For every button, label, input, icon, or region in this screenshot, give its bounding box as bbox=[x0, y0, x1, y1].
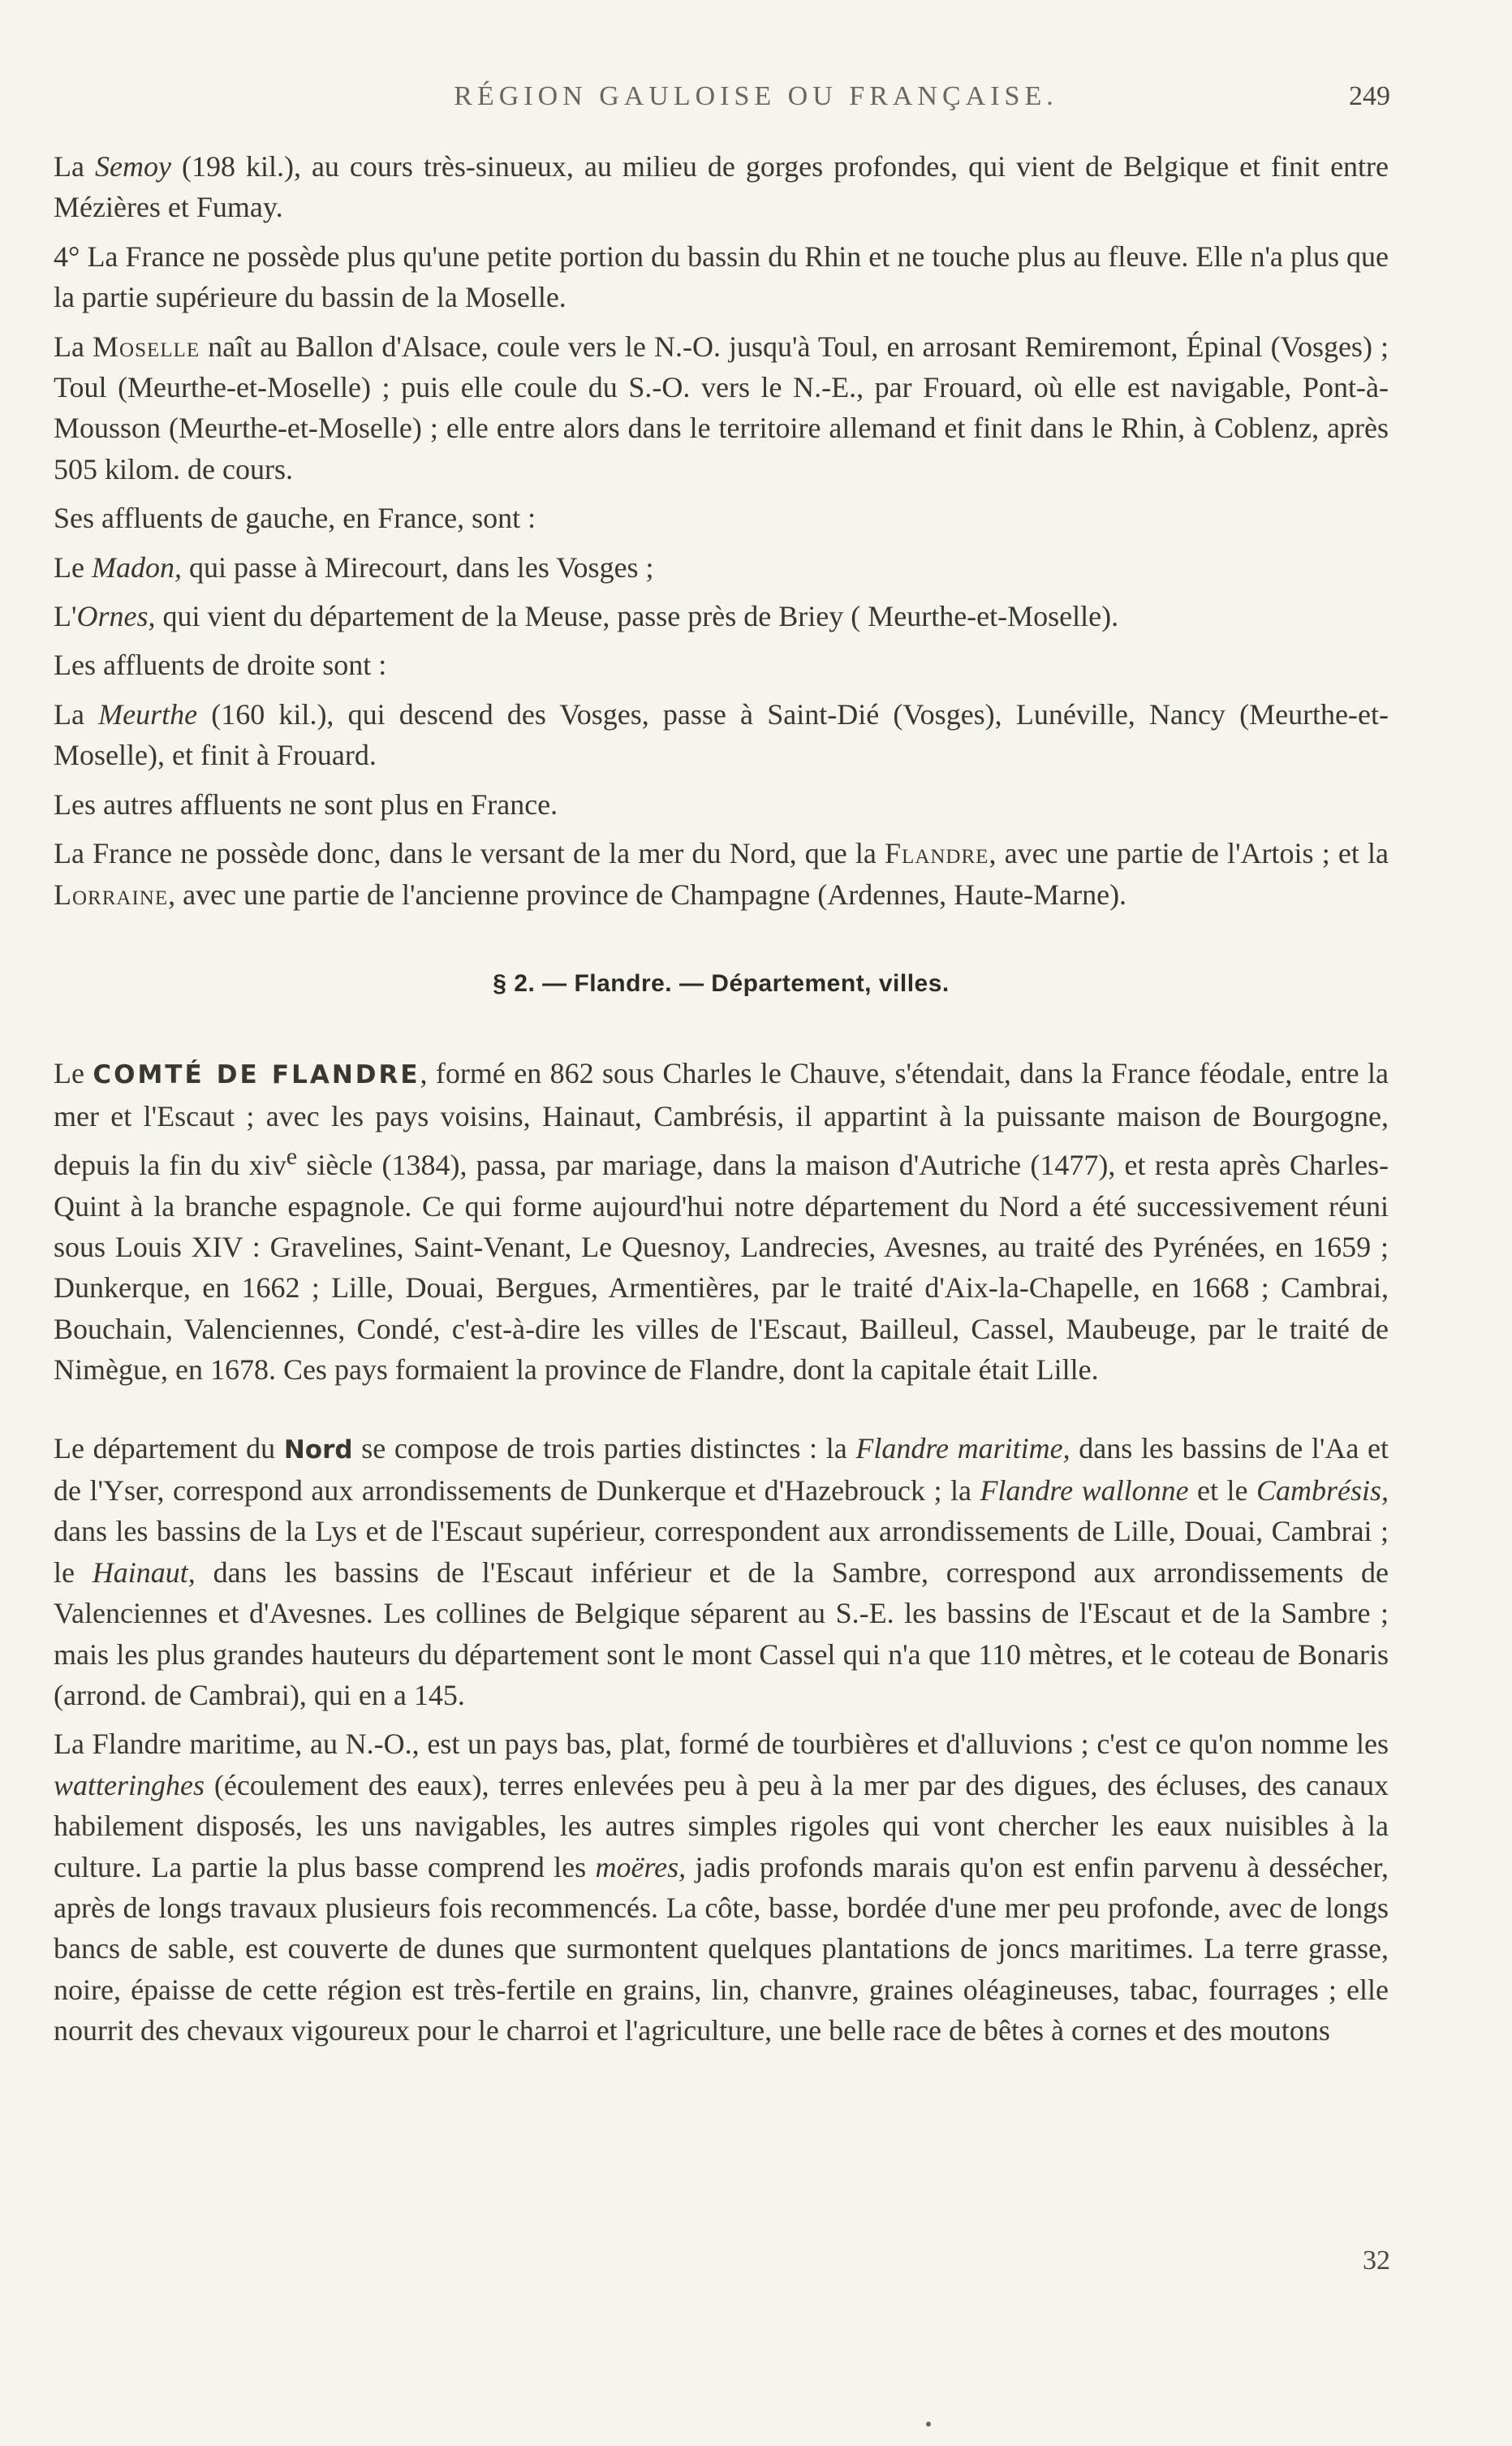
superscript: e bbox=[286, 1143, 298, 1171]
paragraph-rhin: 4° La France ne possède plus qu'une petite portion du bassin du Rhin et ne touche plus au fleuve. Elle n'a plus que la partie supérieure du bassin de la Moselle. bbox=[54, 239, 1389, 314]
paragraph-affluents-droite: Les affluents de droite sont : bbox=[54, 649, 387, 682]
river-name: Moselle bbox=[93, 330, 200, 363]
italic-term: watteringhes bbox=[54, 1768, 205, 1801]
bold-title: COMTÉ DE FLANDRE bbox=[93, 1060, 420, 1090]
paragraph-departement-nord: Le département du Nord se compose de trois parties distinctes : la Flandre maritime, dans les bassins de l'Aa et de l'Yser, correspond aux arrondissements de Dunkerque et d'Hazebrouck ; la Flandre wallonne et le Cambrésis, dans les bassins de la Lys et de l'Escaut supérieur, correspondent aux arrondissements de Lille, Douai, Cambrai ; le Hainaut, dans les bassins de l'Escaut inférieur et de la Sambre, correspond aux arrondissements de Valenciennes et d'Avesnes. Les collines de Belgique séparent au S.-E. les bassins de l'Escaut et de la Sambre ; mais les plus grandes hauteurs du département sont le mont Cassel qui n'a que 110 mètres, et le coteau de Bonaris (arrond. de Cambrai), qui en a 145. bbox=[54, 1431, 1389, 1711]
running-title: RÉGION GAULOISE OU FRANÇAISE. bbox=[454, 81, 1058, 111]
paragraph-semoy: La Semoy (198 kil.), au cours très-sinueux, au milieu de gorges profondes, qui vient de Belgique et finit entre Mézières et Fumay. bbox=[54, 150, 1389, 224]
region-name: Flandre wallonne bbox=[980, 1473, 1189, 1507]
signature-mark: 32 bbox=[1363, 2245, 1390, 2276]
section-heading: § 2. — Flandre. — Département, villes. bbox=[493, 969, 950, 997]
paragraph-versant-nord: La France ne possède donc, dans le versant de la mer du Nord, que la Flandre, avec une partie de l'Artois ; et la Lorraine, avec une partie de l'ancienne province de Champagne (Ardennes, Haute-Marne). bbox=[54, 837, 1389, 911]
paragraph-affluents-gauche: Ses affluents de gauche, en France, sont : bbox=[54, 502, 536, 535]
page-header bbox=[0, 81, 1512, 130]
region-name: Cambrésis, bbox=[1256, 1473, 1389, 1507]
river-name: Semoy bbox=[94, 150, 171, 183]
region-name: Flandre bbox=[885, 837, 989, 870]
paragraph-ornes: L'Ornes, qui vient du département de la Meuse, passe près de Briey ( Meurthe-et-Moselle). bbox=[54, 600, 1119, 633]
river-name: Madon, bbox=[91, 550, 182, 584]
page-dot bbox=[926, 2422, 931, 2427]
paragraph-moselle: La Moselle naît au Ballon d'Alsace, coule vers le N.-O. jusqu'à Toul, en arrosant Remiremont, Épinal (Vosges) ; Toul (Meurthe-et-Moselle) ; puis elle coule du S.-O. vers le N.-E., par Frouard, où elle est navigable, Pont-à-Mousson (Meurthe-et-Moselle) ; elle entre alors dans le territoire allemand et finit dans le Rhin, à Coblenz, après 505 kilom. de cours. bbox=[54, 330, 1389, 485]
paragraph-autres-affluents: Les autres affluents ne sont plus en France. bbox=[54, 787, 558, 821]
region-name: Lorraine bbox=[54, 878, 169, 911]
paragraph-madon: Le Madon, qui passe à Mirecourt, dans les Vosges ; bbox=[54, 550, 654, 584]
river-name: Meurthe bbox=[98, 697, 198, 731]
italic-term: moëres, bbox=[595, 1850, 687, 1883]
river-name: Ornes, bbox=[76, 600, 156, 633]
region-name: Hainaut, bbox=[92, 1555, 196, 1589]
paragraph-flandre-maritime: La Flandre maritime, au N.-O., est un pays bas, plat, formé de tourbières et d'alluvions ; c'est ce qu'on nomme les watteringhes (écoulement des eaux), terres enlevées peu à peu à la mer par des digues, des écluses, des canaux habilement disposés, les uns navigables, les autres simples rigoles qui vont chercher les eaux nuisibles à la culture. La partie la plus basse comprend les moëres, jadis profonds marais qu'on est enfin parvenu à dessécher, après de longs travaux plusieurs fois recommencés. La côte, basse, bordée d'une mer peu profonde, avec de longs bancs de sable, est couverte de dunes que surmontent quelques plantations de joncs maritimes. La terre grasse, noire, épaisse de cette région est très-fertile en grains, lin, chanvre, graines oléagineuses, tabac, fourrages ; elle nourrit des chevaux vigoureux pour le charroi et l'agriculture, une belle race de bêtes à cornes et des moutons bbox=[54, 1728, 1389, 2047]
paragraph-meurthe: La Meurthe (160 kil.), qui descend des Vosges, passe à Saint-Dié (Vosges), Lunéville, Nancy (Meurthe-et-Moselle), et finit à Frouard. bbox=[54, 697, 1389, 772]
region-name: Flandre maritime, bbox=[855, 1431, 1070, 1465]
paragraph-comte-flandre: Le COMTÉ DE FLANDRE, formé en 862 sous Charles le Chauve, s'étendait, dans la France féodale, entre la mer et l'Escaut ; avec les pays voisins, Hainaut, Cambrésis, il appartint à la puissante maison de Bourgogne, depuis la fin du xiv$^e$ siècle (1384), passa, par mariage, dans la maison d'Autriche (1477), et resta après Charles-Quint à la branche espagnole. Ce qui forme aujourd'hui notre département du Nord a été successivement réuni sous Louis XIV : Gravelines, Saint-Venant, Le Quesnoy, Landrecies, Avesnes, au traité des Pyrénées, en 1659 ; Dunkerque, en 1662 ; Lille, Douai, Bergues, Armentières, par le traité d'Aix-la-Chapelle, en 1668 ; Cambrai, Bouchain, Valenciennes, Condé, c'est-à-dire les villes de l'Escaut, Bailleul, Cassel, Maubeuge, par le traité de Nimègue, en 1678. Ces pays formaient la province de Flandre, dont la capitale était Lille. bbox=[54, 1057, 1389, 1387]
page-number: 249 bbox=[1349, 81, 1390, 111]
bold-title: Nord bbox=[283, 1434, 353, 1465]
page-body bbox=[54, 146, 1389, 2060]
